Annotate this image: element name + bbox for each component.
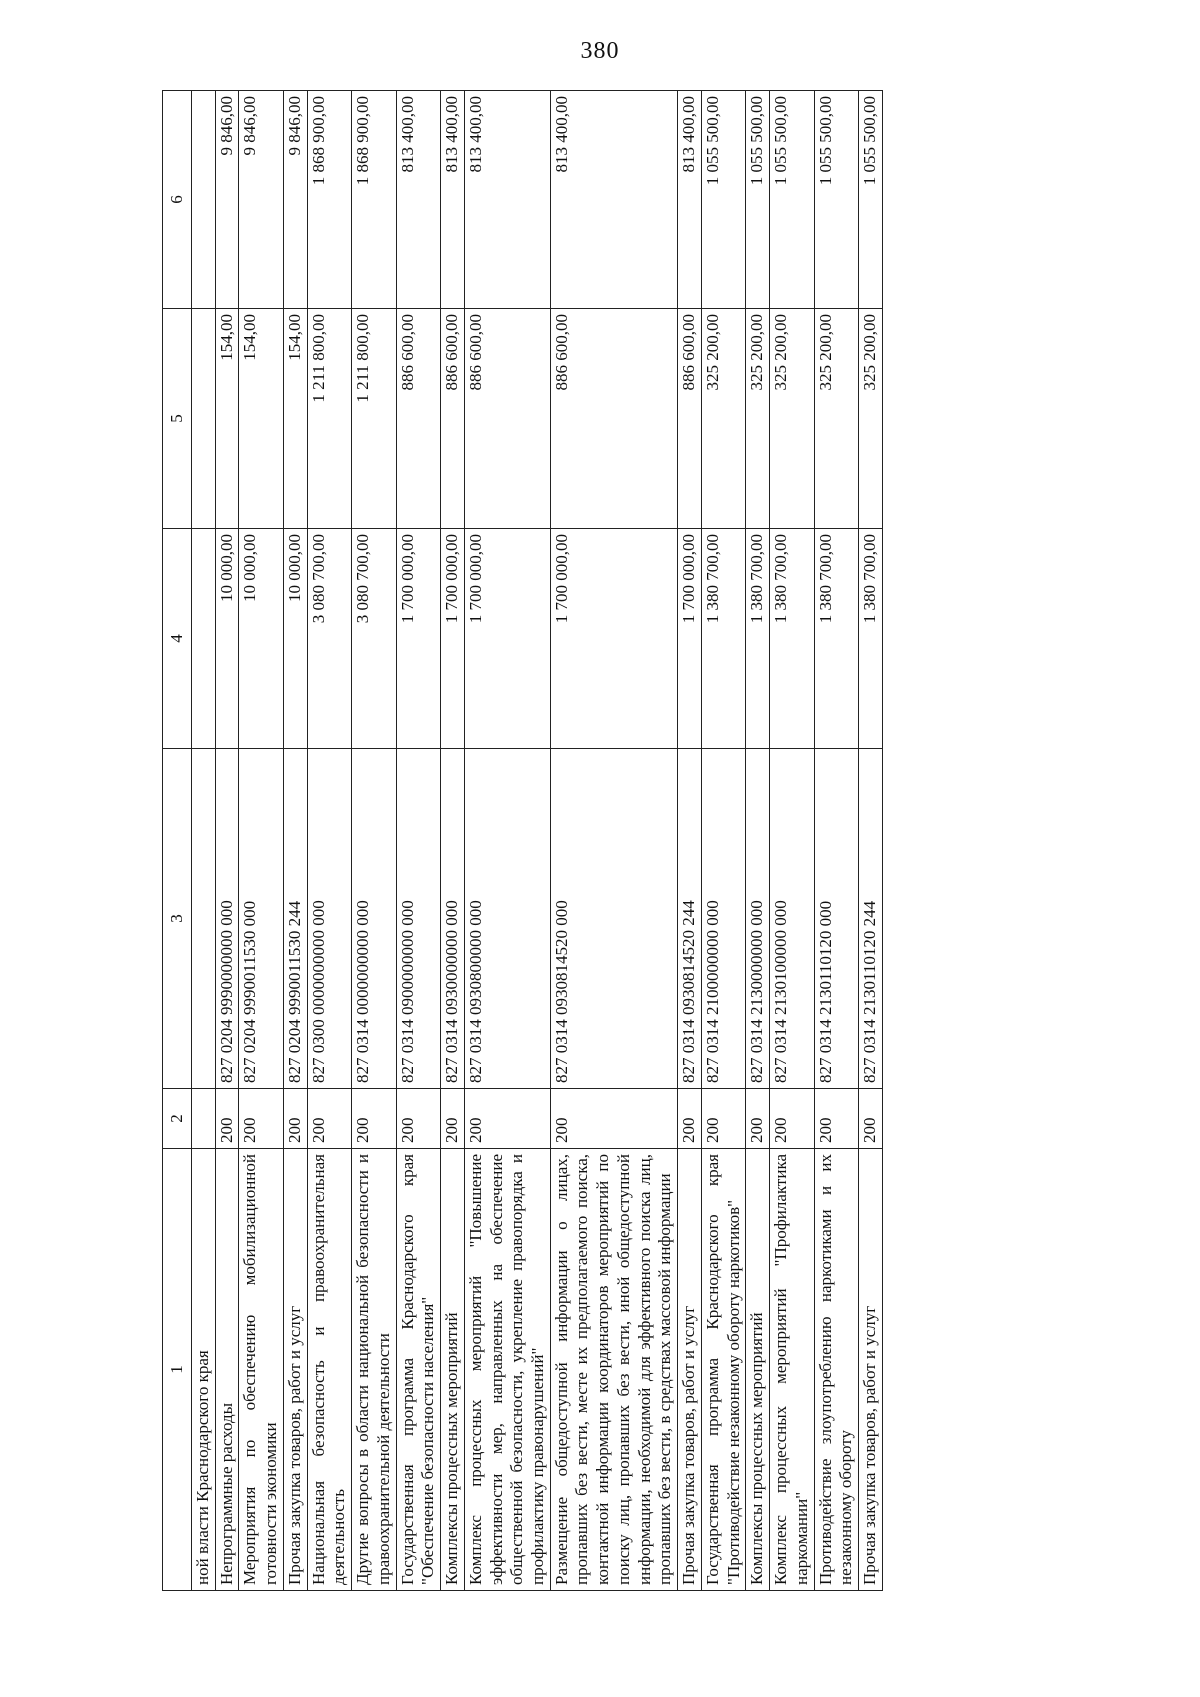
row-col2: 200 (701, 1089, 745, 1149)
row-value-6: 9 846,00 (239, 91, 283, 309)
table-row (859, 91, 883, 1591)
row-value-4: 1 380 700,00 (859, 529, 883, 749)
row-col2: 200 (814, 1089, 858, 1149)
row-name: Прочая закупка товаров, работ и услуг (678, 1149, 702, 1591)
row-name: Противодействие злоупотреблению наркотиками и их незаконному обороту (814, 1149, 858, 1591)
header-col-5: 5 (163, 309, 192, 529)
row-col2: 200 (770, 1089, 814, 1149)
row-value-6: 813 400,00 (396, 91, 440, 309)
row-name: Мероприятия по обеспечению мобилизационной готовности экономики (239, 1149, 283, 1591)
table-body (192, 91, 883, 1591)
row-value-4: 10 000,00 (215, 529, 239, 749)
row-value-5: 886 600,00 (441, 309, 465, 529)
row-value-4: 1 380 700,00 (814, 529, 858, 749)
row-value-6: 813 400,00 (441, 91, 465, 309)
row-value-6: 813 400,00 (464, 91, 550, 309)
row-value-4: 1 700 000,00 (396, 529, 440, 749)
row-code: 827 0204 9990000000 000 (215, 749, 239, 1089)
row-value-4: 1 380 700,00 (770, 529, 814, 749)
row-value-6 (192, 91, 216, 309)
row-value-5: 886 600,00 (464, 309, 550, 529)
row-col2: 200 (283, 1089, 307, 1149)
row-name: Другие вопросы в области национальной безопасности и правоохранительной деятельности (352, 1149, 396, 1591)
row-value-4: 1 700 000,00 (441, 529, 465, 749)
header-col-6: 6 (163, 91, 192, 309)
table-row (678, 91, 702, 1591)
row-code: 827 0314 2130110120 000 (814, 749, 858, 1089)
row-value-4: 1 380 700,00 (746, 529, 770, 749)
header-col-4: 4 (163, 529, 192, 749)
row-col2: 200 (746, 1089, 770, 1149)
row-value-4: 1 700 000,00 (678, 529, 702, 749)
row-value-4: 1 380 700,00 (701, 529, 745, 749)
row-code: 827 0314 2130110120 244 (859, 749, 883, 1089)
row-col2: 200 (239, 1089, 283, 1149)
row-code: 827 0314 0930800000 000 (464, 749, 550, 1089)
row-name: Государственная программа Краснодарского края "Обеспечение безопасности населения" (396, 1149, 440, 1591)
table-header-row (163, 91, 192, 1591)
row-value-4: 3 080 700,00 (352, 529, 396, 749)
row-col2 (192, 1089, 216, 1149)
row-value-5: 886 600,00 (678, 309, 702, 529)
header-col-1: 1 (163, 1149, 192, 1591)
row-col2: 200 (441, 1089, 465, 1149)
row-value-6: 1 868 900,00 (307, 91, 351, 309)
table-row (550, 91, 677, 1591)
row-col2: 200 (352, 1089, 396, 1149)
row-col2: 200 (678, 1089, 702, 1149)
row-value-5: 1 211 800,00 (307, 309, 351, 529)
table-row (307, 91, 351, 1591)
row-value-6: 813 400,00 (678, 91, 702, 309)
row-name: Комплекс процессных мероприятий "Повышение эффективности мер, направленных на обеспечение общественной безопасности, укрепление правопорядка и профилактику правонарушений" (464, 1149, 550, 1591)
row-value-5: 325 200,00 (746, 309, 770, 529)
row-code: 827 0314 2130000000 000 (746, 749, 770, 1089)
row-code: 827 0314 0000000000 000 (352, 749, 396, 1089)
row-col2: 200 (307, 1089, 351, 1149)
row-value-5: 325 200,00 (859, 309, 883, 529)
row-value-6: 1 055 500,00 (746, 91, 770, 309)
row-col2: 200 (859, 1089, 883, 1149)
row-name: Непрограммные расходы (215, 1149, 239, 1591)
row-value-5: 325 200,00 (701, 309, 745, 529)
row-code: 827 0314 0930814520 000 (550, 749, 677, 1089)
row-value-5: 886 600,00 (550, 309, 677, 529)
row-value-6: 1 868 900,00 (352, 91, 396, 309)
row-value-6: 1 055 500,00 (770, 91, 814, 309)
row-name: ной власти Краснодарского края (192, 1149, 216, 1591)
table-row (396, 91, 440, 1591)
row-value-5: 154,00 (215, 309, 239, 529)
page-number: 380 (580, 38, 620, 64)
row-value-4 (192, 529, 216, 749)
row-value-4: 1 700 000,00 (550, 529, 677, 749)
row-value-5: 154,00 (239, 309, 283, 529)
table-row (215, 91, 239, 1591)
table-row (746, 91, 770, 1591)
row-code: 827 0314 2100000000 000 (701, 749, 745, 1089)
row-code: 827 0204 9990011530 000 (239, 749, 283, 1089)
row-value-6: 9 846,00 (283, 91, 307, 309)
row-value-5 (192, 309, 216, 529)
row-name: Размещение общедоступной информации о лицах, пропавших без вести, месте их предполагаемого поиска, контактной информации координаторов мероприятий по поиску лиц, пропавших без вести, иной общедоступной информации, необходимой для эффективного поиска лиц, пропавших без вести, в средствах массовой информации (550, 1149, 677, 1591)
row-name: Комплексы процессных мероприятий (441, 1149, 465, 1591)
row-name: Прочая закупка товаров, работ и услуг (859, 1149, 883, 1591)
rotated-table-container (162, 91, 1122, 1591)
row-code: 827 0204 9990011530 244 (283, 749, 307, 1089)
row-code: 827 0300 0000000000 000 (307, 749, 351, 1089)
table-row (464, 91, 550, 1591)
table-row (441, 91, 465, 1591)
row-value-4: 10 000,00 (283, 529, 307, 749)
row-code: 827 0314 0930000000 000 (441, 749, 465, 1089)
row-value-5: 325 200,00 (770, 309, 814, 529)
row-name: Прочая закупка товаров, работ и услуг (283, 1149, 307, 1591)
row-col2: 200 (215, 1089, 239, 1149)
row-code: 827 0314 2130100000 000 (770, 749, 814, 1089)
table-row (283, 91, 307, 1591)
table-row (352, 91, 396, 1591)
row-value-6: 1 055 500,00 (701, 91, 745, 309)
row-name: Государственная программа Краснодарского края "Противодействие незаконному обороту наркотиков" (701, 1149, 745, 1591)
row-value-4: 1 700 000,00 (464, 529, 550, 749)
row-code (192, 749, 216, 1089)
header-col-3: 3 (163, 749, 192, 1089)
row-name: Национальная безопасность и правоохранительная деятельность (307, 1149, 351, 1591)
row-value-4: 10 000,00 (239, 529, 283, 749)
row-value-6: 1 055 500,00 (859, 91, 883, 309)
table-row (192, 91, 216, 1591)
row-name: Комплексы процессных мероприятий (746, 1149, 770, 1591)
row-value-5: 154,00 (283, 309, 307, 529)
table-row (239, 91, 283, 1591)
row-value-5: 1 211 800,00 (352, 309, 396, 529)
row-name: Комплекс процессных мероприятий "Профилактика наркомании" (770, 1149, 814, 1591)
row-col2: 200 (464, 1089, 550, 1149)
table-row (701, 91, 745, 1591)
row-col2: 200 (550, 1089, 677, 1149)
header-col-2: 2 (163, 1089, 192, 1149)
row-code: 827 0314 0900000000 000 (396, 749, 440, 1089)
table-row (814, 91, 858, 1591)
table-row (770, 91, 814, 1591)
row-code: 827 0314 0930814520 244 (678, 749, 702, 1089)
row-value-6: 813 400,00 (550, 91, 677, 309)
budget-table (162, 90, 883, 1591)
row-col2: 200 (396, 1089, 440, 1149)
row-value-6: 1 055 500,00 (814, 91, 858, 309)
row-value-6: 9 846,00 (215, 91, 239, 309)
row-value-5: 325 200,00 (814, 309, 858, 529)
row-value-5: 886 600,00 (396, 309, 440, 529)
row-value-4: 3 080 700,00 (307, 529, 351, 749)
